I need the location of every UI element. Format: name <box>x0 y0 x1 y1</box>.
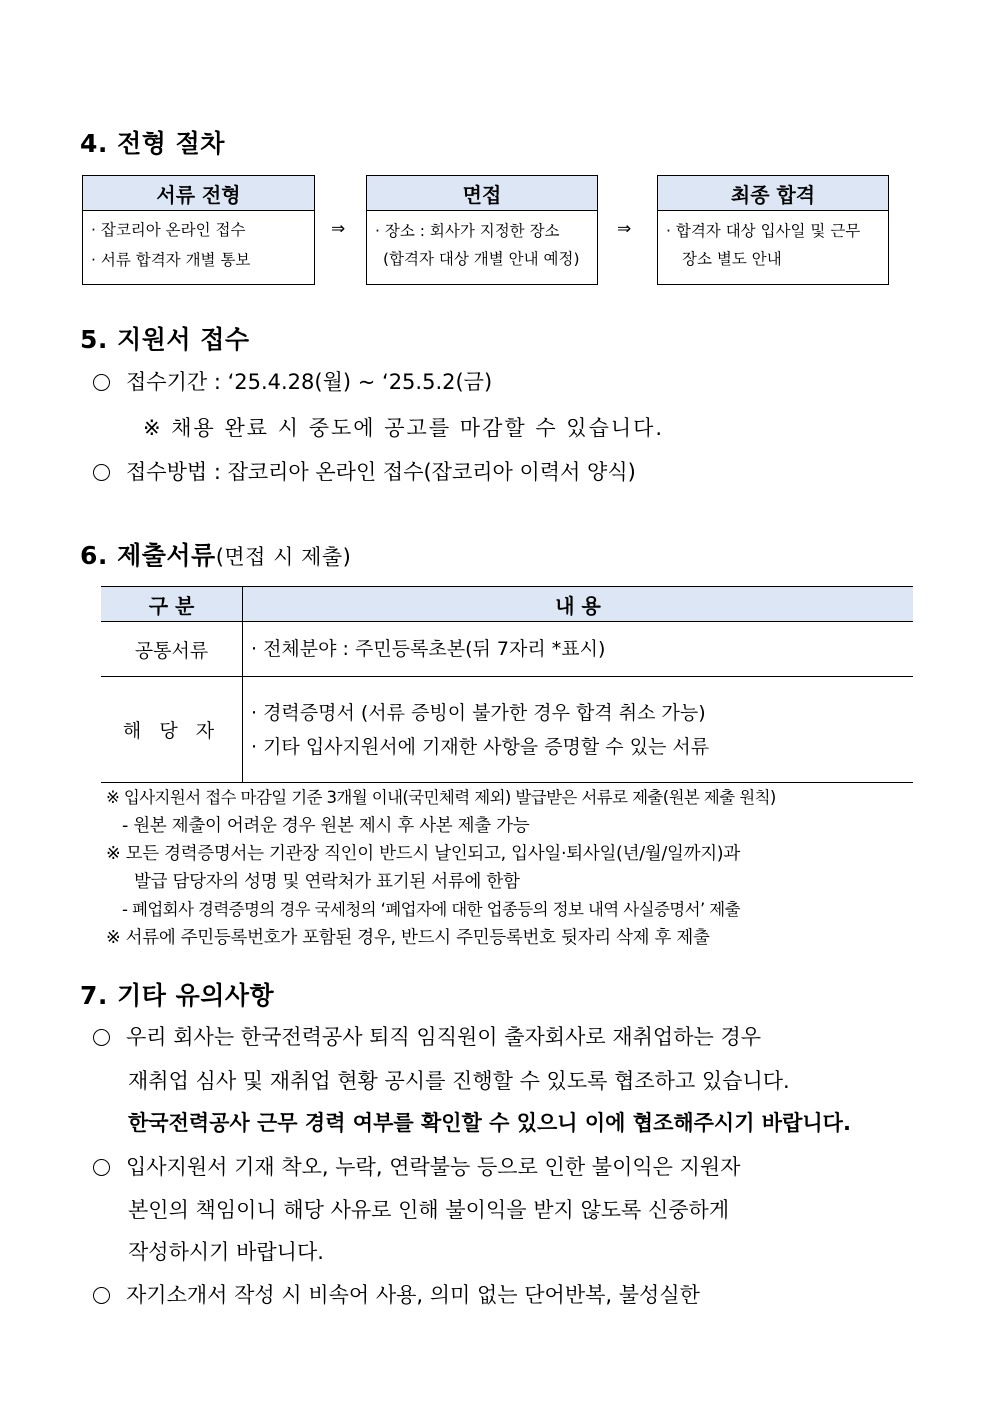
notice-item-line <box>93 1279 700 1309</box>
notice-item-line <box>93 1151 740 1181</box>
notice-text: 우리 회사는 한국전력공사 퇴직 임직원이 출자회사로 재취업하는 경우 <box>126 1025 762 1049</box>
table-header: 구 분 <box>101 587 243 622</box>
notice-text: 작성하시기 바랍니다. <box>128 1240 324 1264</box>
table-header: 내 용 <box>243 587 914 622</box>
note-line: 발급 담당자의 성명 및 연락처가 표기된 서류에 한함 <box>134 872 520 892</box>
table-cell-item: · 전체분야 : 주민등록초본(뒤 7자리 *표시) <box>251 638 606 660</box>
table-cell-category: 해 당 자 <box>101 677 243 783</box>
section-6-title-sub: (면접 시 제출) <box>215 545 352 569</box>
process-step-line: · 장소 : 회사가 지정한 장소 <box>375 222 560 240</box>
period-line <box>93 366 492 396</box>
process-step-title: 최종 합격 <box>658 176 888 211</box>
arrow-icon: ⇒ <box>331 219 346 239</box>
section-6-title <box>80 536 351 572</box>
notice-text: 재취업 심사 및 재취업 현황 공시를 진행할 수 있도록 협조하고 있습니다. <box>128 1069 790 1093</box>
application-method: 접수방법 : 잡코리아 온라인 접수(잡코리아 이력서 양식) <box>126 460 636 484</box>
note-line: - 원본 제출이 어려운 경우 원본 제시 후 사본 제출 가능 <box>122 816 530 836</box>
notice-item-line <box>93 1021 761 1051</box>
section-7-title: 7. 기타 유의사항 <box>80 981 275 1010</box>
period-note: ※ 채용 완료 시 중도에 공고를 마감할 수 있습니다. <box>143 416 665 440</box>
notice-text: 본인의 책임이니 해당 사유로 인해 불이익을 받지 않도록 신중하게 <box>128 1198 730 1222</box>
documents-table <box>101 586 913 783</box>
table-row <box>101 622 913 677</box>
note-line: ※ 모든 경력증명서는 기관장 직인이 반드시 날인되고, 입사일·퇴사일(년/월/일까지)과 <box>106 844 740 864</box>
process-step-line: · 서류 합격자 개별 통보 <box>91 251 251 269</box>
circle-bullet-icon <box>93 1029 110 1046</box>
circle-bullet-icon <box>93 1159 110 1176</box>
section-6-title-main: 6. 제출서류 <box>80 541 216 570</box>
process-step-title: 면접 <box>367 176 597 211</box>
notice-text-bold: 한국전력공사 근무 경력 여부를 확인할 수 있으니 이에 협조해주시기 바랍니다. <box>128 1111 851 1135</box>
table-row <box>101 677 913 783</box>
application-period: 접수기간 : ‘25.4.28(월) ~ ‘25.5.2(금) <box>126 370 493 394</box>
section-4-title: 4. 전형 절차 <box>80 129 225 158</box>
process-step-line: (합격자 대상 개별 안내 예정) <box>383 250 580 268</box>
process-step-line: 장소 별도 안내 <box>682 250 782 268</box>
process-step-interview <box>366 175 598 285</box>
section-5-title: 5. 지원서 접수 <box>80 325 250 354</box>
notice-text: 자기소개서 작성 시 비속어 사용, 의미 없는 단어반복, 불성실한 <box>126 1283 700 1307</box>
process-step-line: · 잡코리아 온라인 접수 <box>91 221 246 239</box>
table-cell-category: 공통서류 <box>101 622 243 677</box>
notice-text: 입사지원서 기재 착오, 누락, 연락불능 등으로 인한 불이익은 지원자 <box>126 1155 741 1179</box>
process-step-title: 서류 전형 <box>83 176 314 211</box>
table-cell-item: · 경력증명서 (서류 증빙이 불가한 경우 합격 취소 가능) <box>251 701 706 724</box>
method-line <box>93 456 636 486</box>
note-line: ※ 서류에 주민등록번호가 포함된 경우, 반드시 주민등록번호 뒷자리 삭제 후 제출 <box>106 928 710 948</box>
circle-bullet-icon <box>93 374 110 391</box>
process-step-document <box>82 175 315 285</box>
arrow-icon: ⇒ <box>617 219 632 239</box>
table-cell-item: · 기타 입사지원서에 기재한 사항을 증명할 수 있는 서류 <box>251 735 710 758</box>
process-step-final <box>657 175 889 285</box>
circle-bullet-icon <box>93 1287 110 1304</box>
note-line: - 폐업회사 경력증명의 경우 국세청의 ‘폐업자에 대한 업종등의 정보 내역 사실증명서’ 제출 <box>122 900 740 919</box>
process-step-line: · 합격자 대상 입사일 및 근무 <box>666 222 861 240</box>
circle-bullet-icon <box>93 464 110 481</box>
note-line: ※ 입사지원서 접수 마감일 기준 3개월 이내(국민체력 제외) 발급받은 서류로 제출(원본 제출 원칙) <box>106 788 776 807</box>
